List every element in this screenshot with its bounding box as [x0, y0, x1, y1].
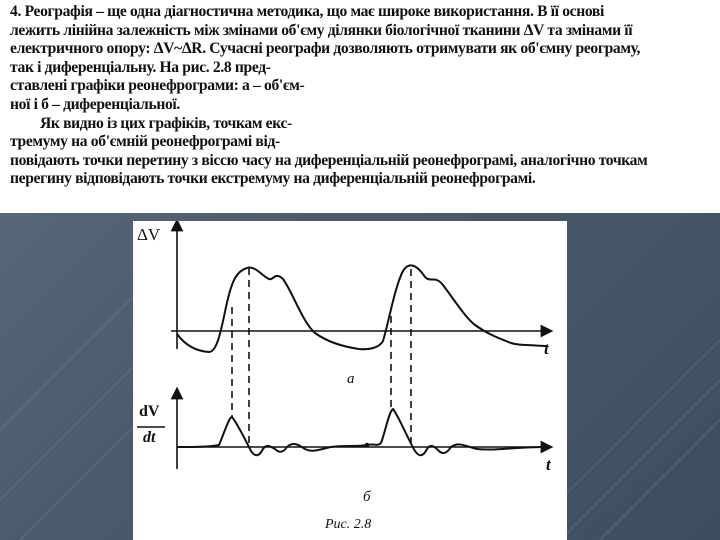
- paragraph-2: [10, 115, 315, 152]
- paragraph-1-line-6: ної і б – диференціальної.: [10, 95, 180, 113]
- bottom-caption: б: [363, 489, 371, 505]
- paragraph-1-line-3: електричного опору: ΔV~ΔR. Сучасні реографи дозволяють отримувати як об'ємну реограму,: [10, 40, 641, 58]
- top-time-label: t: [544, 339, 549, 358]
- paragraph-2-line-2: тремуму на об'ємній реонефрограмі від-: [10, 133, 280, 151]
- paragraph-1-line-4: так і диференціальну. На рис. 2.8 пред-: [10, 58, 271, 76]
- bottom-time-label: t: [546, 455, 551, 474]
- top-caption: а: [347, 371, 355, 387]
- text-panel: [0, 0, 720, 213]
- paragraph-2-line-4: перегину відповідають точки екстремуму на диференціальній реонефрограмі.: [10, 170, 536, 188]
- paragraph-1-narrow: [10, 59, 315, 115]
- paragraph-2-line-1: Як видно із цих графіків, точкам екс-: [40, 114, 292, 132]
- paragraph-1-line-5: ставлені графіки реонефрограми: а – об'єм-: [10, 77, 305, 95]
- paragraph-1: [10, 3, 710, 59]
- bottom-axis-denominator: dt: [143, 429, 156, 446]
- bottom-axis-numerator: dV: [139, 403, 160, 420]
- top-axis-label: ΔV: [137, 225, 161, 244]
- paragraph-1-number: 4.: [10, 3, 21, 20]
- marker-dot: [365, 443, 369, 447]
- figure-panel: [133, 221, 567, 540]
- paragraph-1-line-1: Реографія – ще одна діагностична методика, що має широке використання. В її основі: [24, 3, 604, 20]
- paragraph-2-line-3: повідають точки перетину з віссю часу на диференціальній реонефрограмі, аналогічно точкам: [10, 151, 648, 169]
- paragraph-1-line-2: лежить лінійна залежність між змінами об'єму ділянки біологічної тканини ΔV та змінами її: [10, 21, 633, 39]
- paragraph-2-wide: [10, 152, 710, 189]
- figure-caption: Рис. 2.8: [325, 517, 372, 532]
